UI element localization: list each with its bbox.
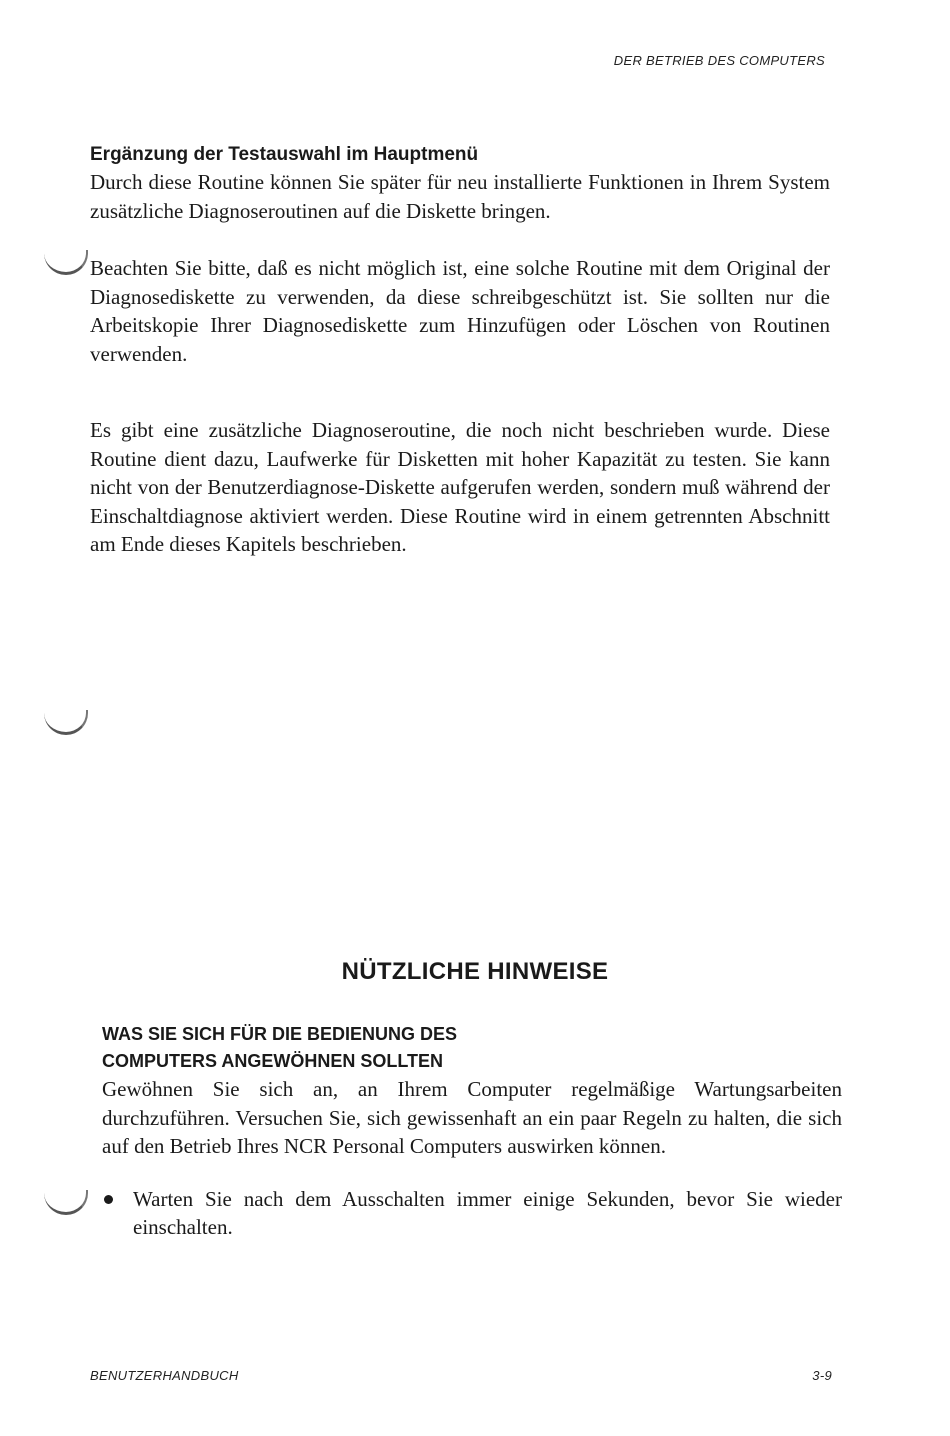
bullet-text: Warten Sie nach dem Ausschalten immer einige Sekunden, bevor Sie wieder einschalten. [133,1186,842,1239]
section-hinweise [102,1021,842,1242]
footer-title: BENUTZERHANDBUCH [90,1368,239,1383]
section-testauswahl [90,142,830,559]
paragraph-2: Beachten Sie bitte, daß es nicht möglich ist, eine solche Routine mit dem Original der Diagnosediskette zu verwenden, da diese schreibgeschützt ist. Sie sollten nur die Arbeitskopie Ihrer Diagnosediskette zum Hinzufügen oder Löschen von Routinen verwenden. [90,256,830,366]
binder-hole-bottom [44,1190,88,1215]
section-heading: Ergänzung der Testauswahl im Hauptmenü [90,144,479,165]
page-number: 3-9 [812,1368,832,1383]
binder-hole-middle [44,710,88,735]
binder-hole-top [44,250,88,275]
paragraph-3: Es gibt eine zusätzliche Diagnoseroutine, die noch nicht beschrieben wurde. Diese Routine dient dazu, Laufwerke für Disketten mit hoher Kapazität zu testen. Sie kann nicht von der Benutzerdiagnose-Diskette aufgerufen werden, sondern muß während der Einschaltdiagnose aktiviert werden. Diese Routine wird in einem getrennten Abschnitt am Ende dieses Kapitels beschrieben. [90,418,830,556]
subheading-line-1: WAS SIE SICH FÜR DIE BEDIENUNG DES [102,1024,458,1044]
paragraph-hinweise: Gewöhnen Sie sich an, an Ihrem Computer regelmäßige Wartungsarbeiten durchzuführen. Versuchen Sie, sich gewissenhaft an ein paar Regeln zu halten, die sich auf den Betrieb Ihres NCR Personal Computers auswirken können. [102,1077,842,1158]
subheading-line-2: COMPUTERS ANGEWÖHNEN SOLLTEN [102,1051,443,1071]
bullet-icon [104,1195,113,1204]
list-item [102,1185,842,1242]
paragraph-1: Durch diese Routine können Sie später für neu installierte Funktionen in Ihrem System zusätzliche Diagnoseroutinen auf die Diskette bringen. [90,170,830,223]
section-title: NÜTZLICHE HINWEISE [341,958,609,985]
running-header: DER BETRIEB DES COMPUTERS [613,53,825,68]
bullet-list [102,1185,842,1242]
